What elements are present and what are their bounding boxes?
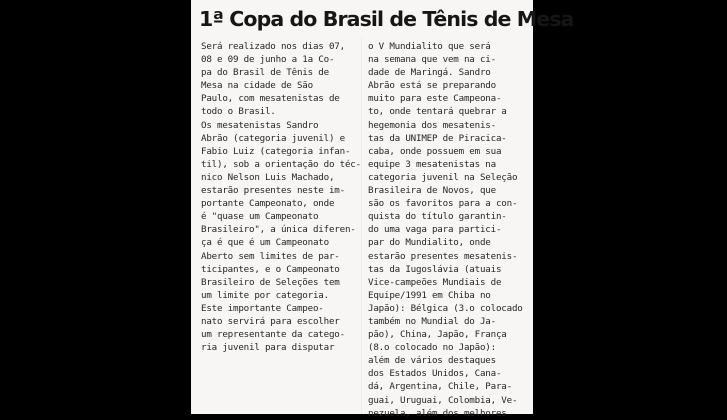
article-text-line: nico Nelson Luis Machado, (201, 171, 335, 183)
article-left-column (201, 40, 361, 354)
article-text-line: 08 e 09 de junho a 1a Co- (201, 54, 335, 66)
article-text-line: ticipantes, e o Campeonato (201, 263, 340, 275)
article-text-line: nato servirá para escolher (201, 315, 340, 327)
article-text-line: estarão presentes neste im- (201, 185, 345, 197)
article-text-line: ça é que é um Campeonato (201, 237, 329, 249)
article-text-line: tas da Iugoslávia (atuais (368, 263, 502, 275)
article-text-line: dos Estados Unidos, Cana- (368, 368, 502, 380)
article-text-line: (8.o colocado no Japão): (368, 342, 496, 354)
article-text-line: ria juvenil para disputar (201, 342, 335, 354)
article-text-line: hegemonia dos mesatenis- (368, 119, 496, 131)
article-text-line: tas da UNIMEP de Piracica- (368, 132, 507, 144)
article-text-line: pão), China, Japão, França (368, 329, 507, 341)
article-text-line: Japão): Bélgica (3.o colocado (368, 302, 523, 314)
article-text-line: Os mesatenistas Sandro (201, 119, 319, 131)
article-text-line: categoria juvenil na Seleção (368, 171, 518, 183)
article-text-line: Vice-campeões Mundiais de (368, 276, 502, 288)
article-text-line: todo o Brasil. (201, 106, 276, 118)
article-text-line: é "quase um Campeonato (201, 211, 319, 223)
article-text-line: dá, Argentina, Chile, Para- (368, 381, 512, 393)
article-text-line: muito para este Campeona- (368, 93, 502, 105)
article-text-line: também no Mundial do Ja- (368, 315, 496, 327)
article-text-line: Abrão (categoria juvenil) e (201, 132, 345, 144)
article-text-line: Este importante Campeo- (201, 302, 324, 314)
article-text-line: Paulo, com mesatenistas de (201, 93, 340, 105)
article-right-column (368, 40, 526, 420)
article-text-line: dade de Maringá. Sandro (368, 67, 491, 79)
article-text-line: estarão presentes mesatenis- (368, 250, 518, 262)
article-text-line: caba, onde possuem em sua (368, 145, 502, 157)
article-text-line: Será realizado nos dias 07, (201, 41, 345, 52)
article-text-line: guai, Uruguai, Colombia, Ve- (368, 394, 518, 406)
article-text-line: o V Mundialito que será (368, 41, 491, 52)
article-text-line: til), sob a orientação do téc- (201, 158, 361, 170)
newspaper-clipping (191, 0, 574, 419)
article-text-line: Fabio Luiz (categoria infan- (201, 145, 351, 157)
article-text-line: do uma vaga para partici- (368, 224, 502, 236)
article-text-line: na semana que vem na ci- (368, 54, 496, 66)
article-text-line: além de vários destaques (368, 355, 496, 367)
article-text-line: um representante da catego- (201, 329, 345, 341)
article-text-line: Brasileira de Novos, que (368, 185, 496, 197)
article-text-line: Mesa na cidade de São (201, 80, 313, 92)
article-headline: 1ª Copa do Brasil de Tênis de Mesa (199, 7, 574, 31)
article-text-line: portante Campeonato, onde (201, 198, 335, 210)
article-text-line: equipe 3 mesatenistas na (368, 158, 496, 170)
article-text-line: Aberto sem limites de par- (201, 250, 340, 262)
article-text-line: to, onde tentará quebrar a (368, 106, 507, 118)
column-gutter (361, 38, 362, 414)
article-text-line: Equipe/1991 em Chiba no (368, 289, 491, 301)
article-text-line: são os favoritos para a con- (368, 198, 518, 210)
article-text-line: Abrão está se preparando (368, 80, 496, 92)
article-text-line: par do Mundialito, onde (368, 237, 491, 249)
article-text-line: Brasileiro de Seleções tem (201, 276, 340, 288)
article-text-line: Brasileiro", a única diferen- (201, 224, 356, 236)
article-text-line: pa do Brasil de Tênis de (201, 67, 329, 79)
article-text-line: quista do título garantin- (368, 211, 507, 223)
article-text-line: nezuela, além dos melhores (368, 407, 507, 419)
article-text-line: um limite por categoria. (201, 289, 329, 301)
